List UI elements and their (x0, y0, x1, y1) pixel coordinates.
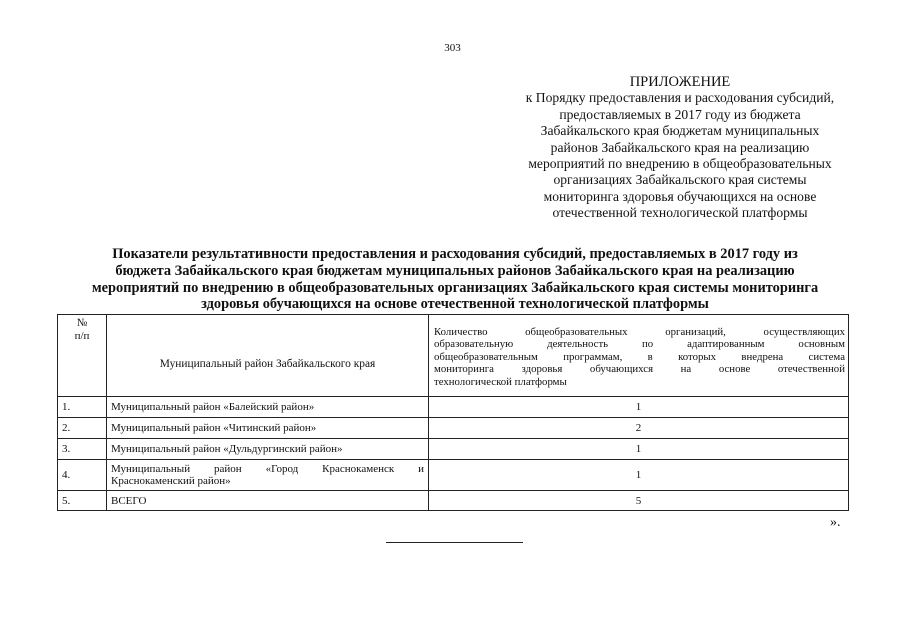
header-number-abbrev: п/п (74, 330, 90, 342)
separator-line (386, 542, 523, 543)
appendix-line: мероприятий по внедрению в общеобразовательных (528, 156, 832, 172)
header-count-line: образовательную деятельность по адаптированным основным (434, 338, 845, 351)
closing-mark: ». (830, 515, 841, 530)
row-value: 1 (429, 439, 849, 460)
header-number-sign: № (76, 317, 88, 329)
appendix-line: к Порядку предоставления и расходования субсидий, (525, 90, 835, 106)
appendix-line: мониторинга здоровья обучающихся на основе (543, 188, 817, 204)
appendix-heading: ПРИЛОЖЕНИЕ (629, 74, 731, 90)
appendix-block (480, 74, 880, 222)
table-row (58, 439, 849, 460)
table-row (58, 397, 849, 418)
table-header-row (58, 315, 849, 397)
row-number: 3. (58, 439, 107, 460)
row-district: Муниципальный район «Балейский район» (107, 397, 429, 418)
header-count-line: мониторинга здоровья обучающихся на основе отечественной (434, 363, 845, 376)
row-number: 5. (58, 491, 107, 511)
row-value: 5 (429, 491, 849, 511)
title-line: Показатели результативности предоставления и расходования субсидий, предоставляемых в 2017 году из (112, 246, 798, 262)
header-count (429, 315, 849, 397)
header-count-line: технологической платформы (434, 375, 567, 388)
header-number (58, 315, 107, 397)
row-value: 2 (429, 418, 849, 439)
document-title (55, 246, 855, 313)
row-value: 1 (429, 460, 849, 491)
appendix-line: районов Забайкальского края на реализацию (550, 139, 810, 155)
table-total-row (58, 491, 849, 511)
title-line: мероприятий по внедрению в общеобразовательных организациях Забайкальского края системы мониторинга (91, 279, 819, 296)
row-district: ВСЕГО (107, 491, 429, 511)
row-number: 4. (58, 460, 107, 491)
row-number: 1. (58, 397, 107, 418)
row-number: 2. (58, 418, 107, 439)
row-district-line: Муниципальный район «Город Краснокаменск и (111, 462, 424, 475)
row-district-line: Краснокаменский район» (111, 475, 231, 487)
row-district (107, 460, 429, 491)
table-row (58, 460, 849, 491)
appendix-line: организациях Забайкальского края системы (553, 172, 807, 188)
page-number: 303 (444, 42, 461, 54)
title-line: бюджета Забайкальского края бюджетам муниципальных районов Забайкальского края на реализацию (115, 262, 795, 279)
title-line: здоровья обучающихся на основе отечественной технологической платформы (201, 296, 709, 313)
row-district: Муниципальный район «Дульдургинский район» (107, 439, 429, 460)
appendix-line: Забайкальского края бюджетам муниципальных (540, 123, 820, 139)
appendix-line: отечественной технологической платформы (552, 205, 808, 221)
indicators-table (57, 314, 849, 511)
table-row (58, 418, 849, 439)
row-value: 1 (429, 397, 849, 418)
header-district: Муниципальный район Забайкальского края (107, 315, 429, 397)
appendix-line: предоставляемых в 2017 году из бюджета (559, 106, 801, 122)
row-district: Муниципальный район «Читинский район» (107, 418, 429, 439)
header-count-line: общеобразовательным программам, в которых внедрена система (434, 350, 845, 363)
header-count-line: Количество общеобразовательных организаций, осуществляющих (434, 325, 845, 338)
